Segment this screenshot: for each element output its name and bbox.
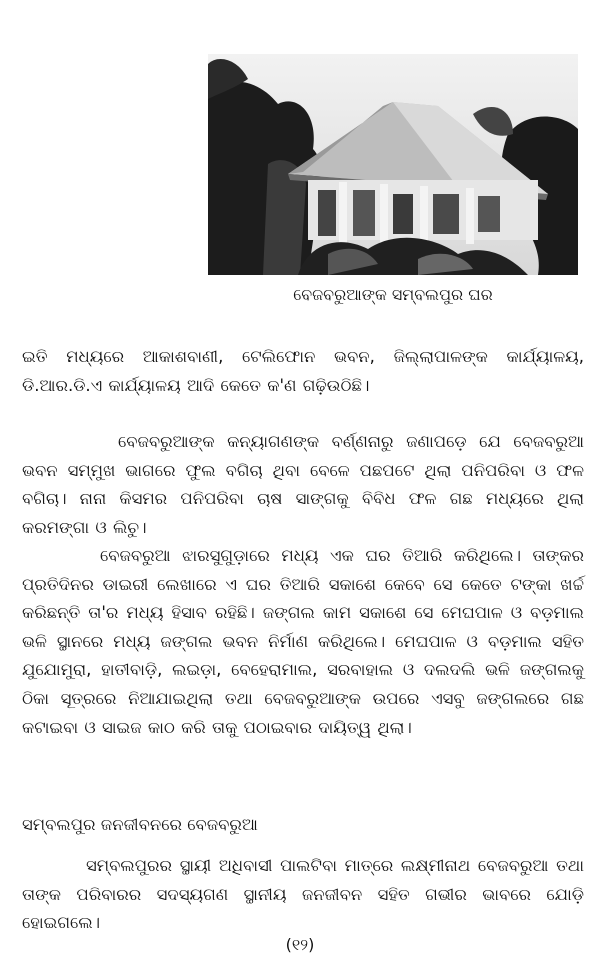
house-photo	[208, 54, 578, 275]
paragraph-3: ବେଜବରୁଆ ଝାରସୁଗୁଡ଼ାରେ ମଧ୍ୟ ଏକ ଘର ତିଆରି କରିଥିଲେ। ତାଙ୍କର ପ୍ରତିଦିନର ଡାଇରୀ ଲେଖାରେ ଏ ଘର ତିଆରି ସକାଶେ କେବେ ସେ କେତେ ଟଙ୍କା ଖର୍ଚ୍ଚ କରିଛନ୍ତି ତା'ର ମଧ୍ୟ ହିସାବ ରହିଛି। ଜଙ୍ଗଲ କାମ ସକାଶେ ସେ ମେଘପାଳ ଓ ବଡ଼ମାଲ ଭଳି ସ୍ଥାନରେ ମଧ୍ୟ ଜଙ୍ଗଲ ଭବନ ନିର୍ମାଣ କରିଥିଲେ। ମେଘପାଳ ଓ ବଡ଼ମାଲ ସହିତ ଯୁଯୋମୁରା, ହାତୀବାଡ଼ି, ଲଇଡ଼ା, ବେହେରାମାଲ, ସରବାହାଲ ଓ ଦଲଦଲି ଭଳି ଜଙ୍ଗଲକୁ ଠିକା ସୂତ୍ରରେ ନିଆଯାଇଥିଲା ତଥା ବେଜବରୁଆଙ୍କ ଉପରେ ଏସବୁ ଜଙ୍ଗଲରେ ଗଛ କଟାଇବା ଓ ସାଇଜ କାଠ କରି ତାକୁ ପଠାଇବାର ଦାୟିତ୍ୱ ଥିଲା।	[22, 546, 584, 737]
paragraph-4: ସମ୍ବଲପୁରର ସ୍ଥାୟୀ ଅଧିବାସୀ ପାଲଟିବା ମାତ୍ରେ ଲକ୍ଷ୍ମୀନାଥ ବେଜବରୁଆ ତଥା ତାଙ୍କ ପରିବାରର ସଦସ୍ୟଗଣ ସ୍ଥାନୀୟ ଜନଜୀବନ ସହିତ ଗଭୀର ଭାବରେ ଯୋଡ଼ି ହୋଇଗଲେ।	[22, 856, 584, 933]
photo-caption: ବେଜବରୁଆଙ୍କ ସମ୍ବଲପୁର ଘର	[293, 285, 493, 304]
paragraph-1: ଇତି ମଧ୍ୟରେ ଆକାଶବାଣୀ, ଟେଲିଫୋନ ଭବନ, ଜିଲ୍ଲାପାଳଙ୍କ କାର୍ଯ୍ୟାଳୟ, ଡି.ଆର.ଡି.ଏ କାର୍ଯ୍ୟାଳୟ ଆଦି କେତେ କ'ଣ ଗଢ଼ିଉଠିଛି।	[22, 347, 584, 395]
page-number: (୧୨)	[285, 935, 315, 954]
section-subheading: ସମ୍ବଲପୁର ଜନଜୀବନରେ ବେଜବରୁଆ	[22, 815, 258, 834]
paragraph-2: ବେଜବରୁଆଙ୍କ କନ୍ୟାଗଣଙ୍କ ବର୍ଣ୍ଣନାରୁ ଜଣାପଡ଼େ ଯେ ବେଜବରୁଆ ଭବନ ସମ୍ମୁଖ ଭାଗରେ ଫୁଲ ବଗିଚା ଥିବା ବେଳେ ପଛପଟେ ଥିଲା ପନିପରିବା ଓ ଫଳ ବଗିଚା। ନାନା କିସମର ପନିପରିବା ଚାଷ ସାଙ୍ଗକୁ ବିବିଧ ଫଳ ଗଛ ମଧ୍ୟରେ ଥିଲା କରମଙ୍ଗା ଓ ଲିଚୁ।	[22, 432, 584, 537]
